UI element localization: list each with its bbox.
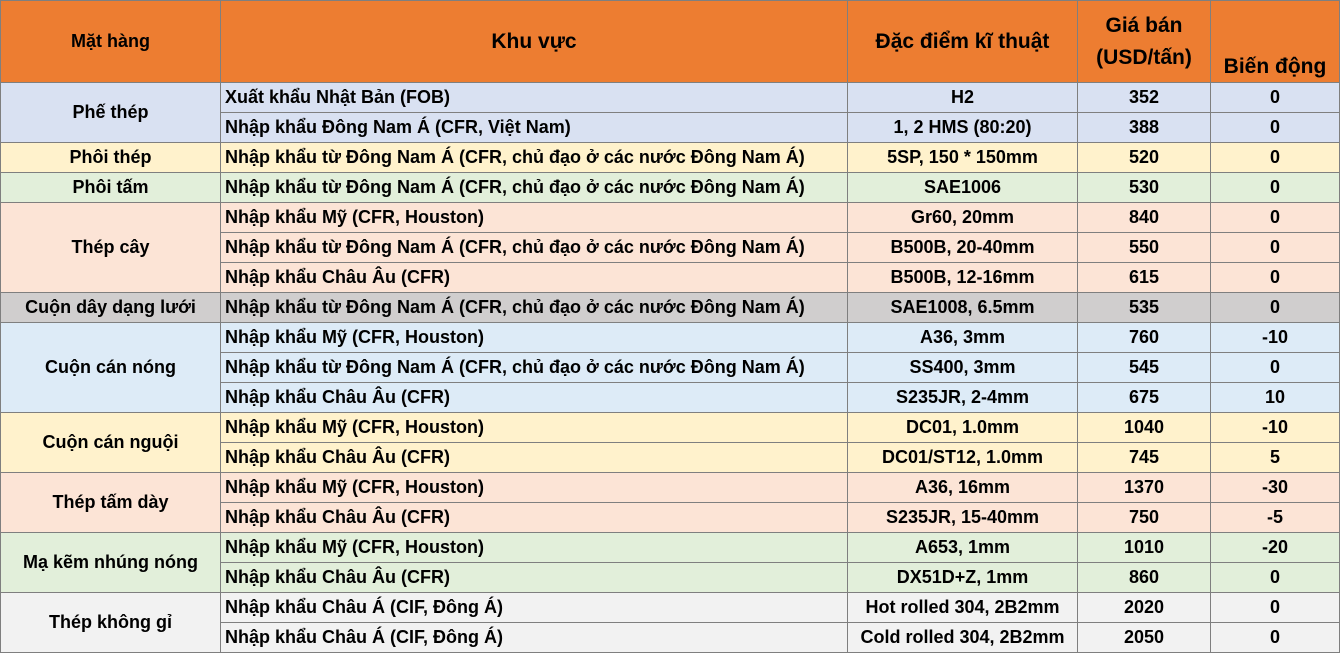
change-cell: 0: [1211, 353, 1340, 383]
price-cell: 1040: [1078, 413, 1211, 443]
item-name: Cuộn cán nóng: [1, 323, 221, 413]
region-cell: Nhập khẩu Đông Nam Á (CFR, Việt Nam): [221, 113, 848, 143]
change-cell: -5: [1211, 503, 1340, 533]
header-row: [1, 1, 1340, 83]
table-row: [1, 413, 1340, 443]
table-row: [1, 173, 1340, 203]
change-cell: 0: [1211, 593, 1340, 623]
spec-cell: A653, 1mm: [848, 533, 1078, 563]
price-cell: 860: [1078, 563, 1211, 593]
region-cell: Nhập khẩu từ Đông Nam Á (CFR, chủ đạo ở các nước Đông Nam Á): [221, 353, 848, 383]
table-row: [1, 143, 1340, 173]
item-name: Phôi tấm: [1, 173, 221, 203]
header-spec: Đặc điểm kĩ thuật: [848, 1, 1078, 83]
change-cell: 0: [1211, 83, 1340, 113]
region-cell: Nhập khẩu Châu Âu (CFR): [221, 383, 848, 413]
price-cell: 1370: [1078, 473, 1211, 503]
change-cell: 5: [1211, 443, 1340, 473]
change-cell: 0: [1211, 173, 1340, 203]
region-cell: Nhập khẩu Châu Âu (CFR): [221, 563, 848, 593]
header-change: Biến động: [1211, 1, 1340, 83]
item-name: Mạ kẽm nhúng nóng: [1, 533, 221, 593]
change-cell: 0: [1211, 293, 1340, 323]
spec-cell: SAE1008, 6.5mm: [848, 293, 1078, 323]
region-cell: Nhập khẩu Châu Á (CIF, Đông Á): [221, 623, 848, 653]
region-cell: Nhập khẩu Châu Âu (CFR): [221, 263, 848, 293]
region-cell: Xuất khẩu Nhật Bản (FOB): [221, 83, 848, 113]
price-cell: 1010: [1078, 533, 1211, 563]
region-cell: Nhập khẩu Mỹ (CFR, Houston): [221, 413, 848, 443]
header-item: Mặt hàng: [1, 1, 221, 83]
change-cell: 0: [1211, 263, 1340, 293]
region-cell: Nhập khẩu Mỹ (CFR, Houston): [221, 203, 848, 233]
price-cell: 352: [1078, 83, 1211, 113]
region-cell: Nhập khẩu Châu Á (CIF, Đông Á): [221, 593, 848, 623]
spec-cell: H2: [848, 83, 1078, 113]
price-cell: 2020: [1078, 593, 1211, 623]
price-cell: 2050: [1078, 623, 1211, 653]
region-cell: Nhập khẩu Châu Âu (CFR): [221, 503, 848, 533]
header-price: Giá bán (USD/tấn): [1078, 1, 1211, 83]
price-cell: 760: [1078, 323, 1211, 353]
item-name: Phôi thép: [1, 143, 221, 173]
spec-cell: DX51D+Z, 1mm: [848, 563, 1078, 593]
change-cell: 0: [1211, 113, 1340, 143]
header-region: Khu vực: [221, 1, 848, 83]
change-cell: 0: [1211, 143, 1340, 173]
spec-cell: S235JR, 2-4mm: [848, 383, 1078, 413]
item-name: Cuộn dây dạng lưới: [1, 293, 221, 323]
spec-cell: 1, 2 HMS (80:20): [848, 113, 1078, 143]
item-name: Cuộn cán nguội: [1, 413, 221, 473]
region-cell: Nhập khẩu Mỹ (CFR, Houston): [221, 533, 848, 563]
change-cell: -30: [1211, 473, 1340, 503]
table-row: [1, 533, 1340, 563]
table-row: [1, 473, 1340, 503]
item-name: Phế thép: [1, 83, 221, 143]
change-cell: -20: [1211, 533, 1340, 563]
region-cell: Nhập khẩu từ Đông Nam Á (CFR, chủ đạo ở các nước Đông Nam Á): [221, 293, 848, 323]
price-cell: 745: [1078, 443, 1211, 473]
change-cell: 10: [1211, 383, 1340, 413]
item-name: Thép cây: [1, 203, 221, 293]
table-row: [1, 593, 1340, 623]
spec-cell: DC01/ST12, 1.0mm: [848, 443, 1078, 473]
item-name: Thép không gỉ: [1, 593, 221, 653]
price-cell: 520: [1078, 143, 1211, 173]
spec-cell: 5SP, 150 * 150mm: [848, 143, 1078, 173]
spec-cell: S235JR, 15-40mm: [848, 503, 1078, 533]
price-cell: 388: [1078, 113, 1211, 143]
table-row: [1, 83, 1340, 113]
change-cell: 0: [1211, 623, 1340, 653]
region-cell: Nhập khẩu từ Đông Nam Á (CFR, chủ đạo ở các nước Đông Nam Á): [221, 173, 848, 203]
spec-cell: Gr60, 20mm: [848, 203, 1078, 233]
table-row: [1, 203, 1340, 233]
spec-cell: A36, 16mm: [848, 473, 1078, 503]
table-row: [1, 323, 1340, 353]
region-cell: Nhập khẩu từ Đông Nam Á (CFR, chủ đạo ở các nước Đông Nam Á): [221, 233, 848, 263]
change-cell: 0: [1211, 233, 1340, 263]
region-cell: Nhập khẩu Mỹ (CFR, Houston): [221, 323, 848, 353]
item-name: Thép tấm dày: [1, 473, 221, 533]
table-body: [1, 83, 1340, 653]
price-cell: 535: [1078, 293, 1211, 323]
spec-cell: Hot rolled 304, 2B2mm: [848, 593, 1078, 623]
region-cell: Nhập khẩu Mỹ (CFR, Houston): [221, 473, 848, 503]
spec-cell: A36, 3mm: [848, 323, 1078, 353]
spec-cell: B500B, 20-40mm: [848, 233, 1078, 263]
change-cell: -10: [1211, 323, 1340, 353]
price-cell: 545: [1078, 353, 1211, 383]
change-cell: 0: [1211, 563, 1340, 593]
spec-cell: Cold rolled 304, 2B2mm: [848, 623, 1078, 653]
change-cell: -10: [1211, 413, 1340, 443]
price-cell: 530: [1078, 173, 1211, 203]
spec-cell: DC01, 1.0mm: [848, 413, 1078, 443]
spec-cell: B500B, 12-16mm: [848, 263, 1078, 293]
region-cell: Nhập khẩu từ Đông Nam Á (CFR, chủ đạo ở các nước Đông Nam Á): [221, 143, 848, 173]
price-cell: 840: [1078, 203, 1211, 233]
price-cell: 750: [1078, 503, 1211, 533]
price-cell: 675: [1078, 383, 1211, 413]
price-cell: 615: [1078, 263, 1211, 293]
region-cell: Nhập khẩu Châu Âu (CFR): [221, 443, 848, 473]
spec-cell: SAE1006: [848, 173, 1078, 203]
change-cell: 0: [1211, 203, 1340, 233]
price-cell: 550: [1078, 233, 1211, 263]
spec-cell: SS400, 3mm: [848, 353, 1078, 383]
table-row: [1, 293, 1340, 323]
